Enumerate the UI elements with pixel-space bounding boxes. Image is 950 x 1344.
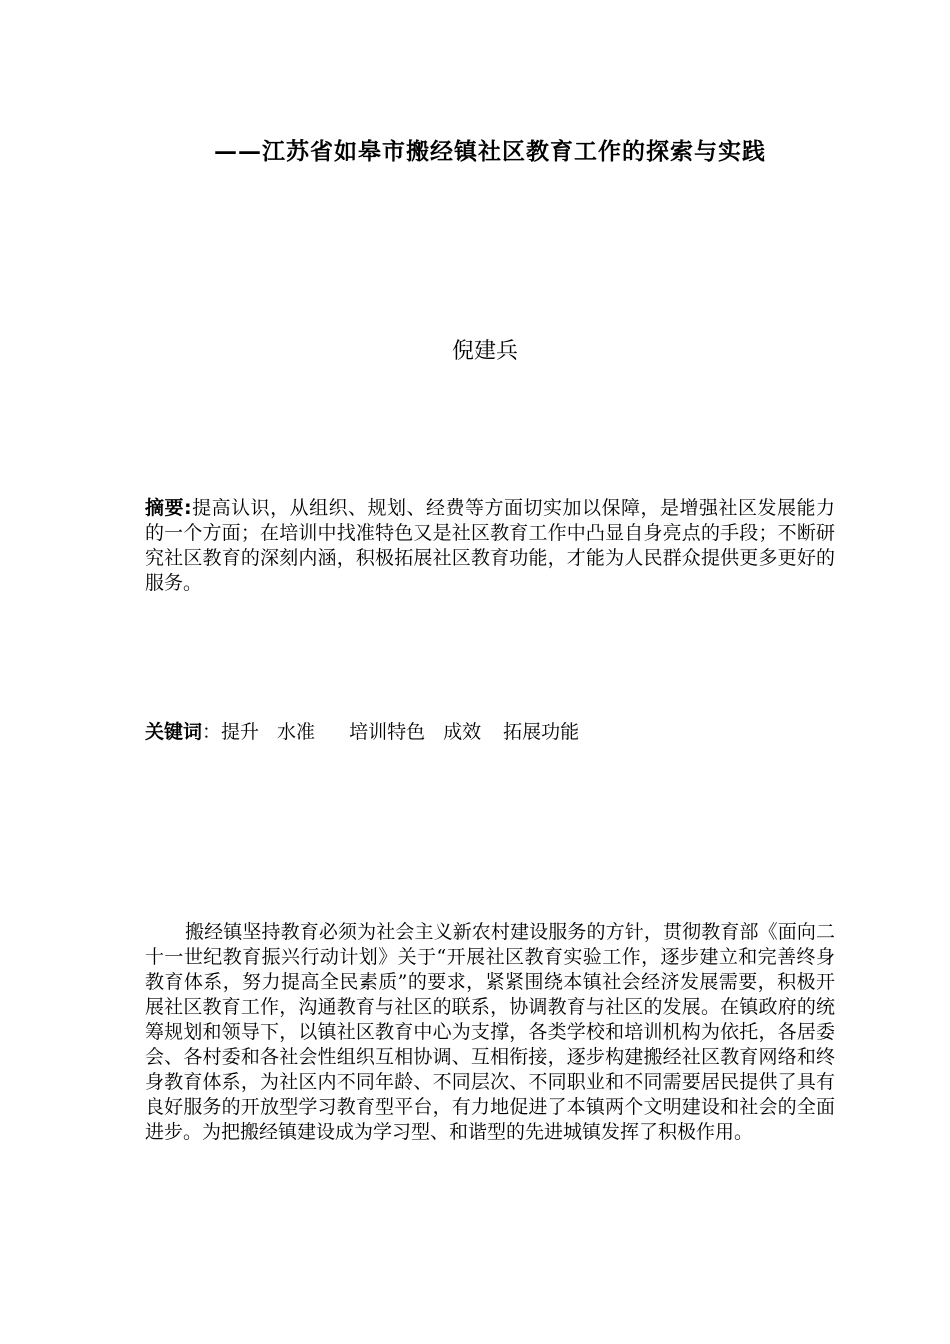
keyword-item: 拓展功能 bbox=[503, 721, 580, 743]
keyword-item: 成效 bbox=[443, 721, 482, 743]
keyword-item: 培训特色 bbox=[349, 721, 426, 743]
keywords-section bbox=[145, 720, 579, 745]
keywords-colon: ： bbox=[202, 721, 222, 743]
abstract-text: 提高认识，从组织、规划、经费等方面切实加以保障，是增强社区发展能力的一个方面；在培训中找准特色又是社区教育工作中凸显自身亮点的手段；不断研究社区教育的深刻内涵，积极拓展社区教育功能，才能为人民群众提供更多更好的服务。 bbox=[145, 497, 835, 594]
document-subtitle: ——江苏省如皋市搬经镇社区教育工作的探索与实践 bbox=[214, 138, 766, 165]
keyword-item: 水准 bbox=[277, 721, 316, 743]
abstract-label: 摘要: bbox=[145, 497, 192, 519]
author-name: 倪建兵 bbox=[451, 339, 518, 364]
body-paragraph: 搬经镇坚持教育必须为社会主义新农村建设服务的方针，贯彻教育部《面向二十一世纪教育振兴行动计划》关于“开展社区教育实验工作，逐步建立和完善终身教育体系，努力提高全民素质”的要求，紧紧围绕本镇社会经济发展需要，积极开展社区教育工作，沟通教育与社区的联系，协调教育与社区的发展。在镇政府的统筹规划和领导下，以镇社区教育中心为支撑，各类学校和培训机构为依托，各居委会、各村委和各社会性组织互相协调、互相衔接，逐步构建搬经社区教育网络和终身教育体系，为社区内不同年龄、不同层次、不同职业和不同需要居民提供了具有良好服务的开放型学习教育型平台，有力地促进了本镇两个文明建设和社会的全面进步。为把搬经镇建设成为学习型、和谐型的先进城镇发挥了积极作用。 bbox=[145, 921, 835, 1143]
abstract-section bbox=[145, 496, 835, 596]
keywords-label: 关键词 bbox=[145, 721, 203, 743]
keyword-item: 提升 bbox=[221, 721, 260, 743]
